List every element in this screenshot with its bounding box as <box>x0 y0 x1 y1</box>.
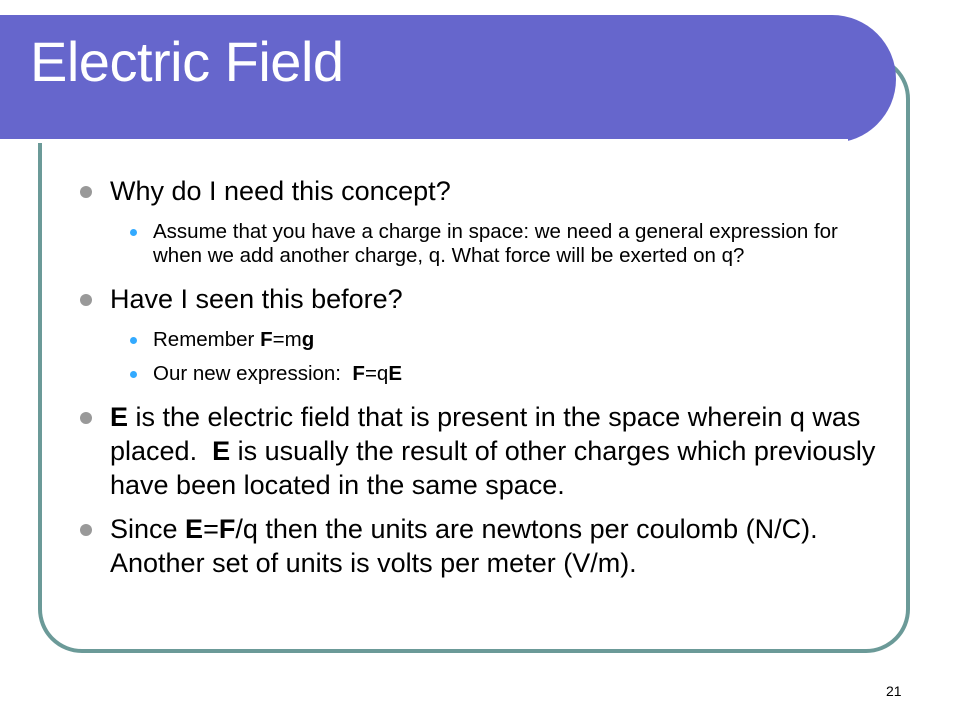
bold-vector-E: E <box>185 514 204 544</box>
sub-bullet-dot-icon <box>130 229 137 236</box>
bold-vector-E: E <box>388 362 402 385</box>
sub-bullet-prefix: Our new expression: <box>153 362 353 385</box>
bullet-text: Have I seen this before? <box>110 284 403 314</box>
bold-vector-E: E <box>110 402 129 432</box>
bullet-text: /q then the units are newtons per coulomb (N/C). Another set of units is volts per meter (V/m). <box>110 514 832 578</box>
bullet-text: is the electric field that is present in the space wherein q was placed. <box>110 402 868 466</box>
bullet-seen-before <box>80 282 880 316</box>
bullet-prefix: Since <box>110 514 186 544</box>
bullet-dot-icon <box>80 186 92 198</box>
bold-vector-F: F <box>352 362 365 385</box>
sub-bullet-prefix: Remember <box>153 328 261 351</box>
bullet-list <box>80 170 880 580</box>
sub-bullet-remember <box>80 328 880 352</box>
bold-vector-E: E <box>212 436 231 466</box>
sub-bullet-assume-charge <box>80 220 880 268</box>
bullet-units <box>80 512 880 580</box>
bullet-text: is usually the result of other charges which previously have been located in the same space. <box>110 436 876 500</box>
sub-bullet-mid: =q <box>364 362 389 385</box>
bullet-text: Why do I need this concept? <box>110 176 451 206</box>
equals-sign: = <box>203 514 219 544</box>
bold-vector-F: F <box>218 514 236 544</box>
bullet-why-concept <box>80 174 880 208</box>
bullet-dot-icon <box>80 294 92 306</box>
slide-title: Electric Field <box>30 30 344 93</box>
title-underline <box>0 139 848 143</box>
sub-bullet-dot-icon <box>130 371 137 378</box>
bullet-e-definition <box>80 400 880 502</box>
sub-bullet-dot-icon <box>130 337 137 344</box>
sub-bullet-new-expression <box>80 362 880 386</box>
page-number: 21 <box>886 683 902 699</box>
bullet-dot-icon <box>80 412 92 424</box>
bold-vector-F: F <box>260 328 273 351</box>
sub-bullet-mid: =m <box>272 328 302 351</box>
bold-vector-g: g <box>301 328 315 351</box>
bullet-dot-icon <box>80 524 92 536</box>
sub-bullet-text: Assume that you have a charge in space: we need a general expression for when we add another charge, q. What force will be exerted on q? <box>153 220 838 267</box>
